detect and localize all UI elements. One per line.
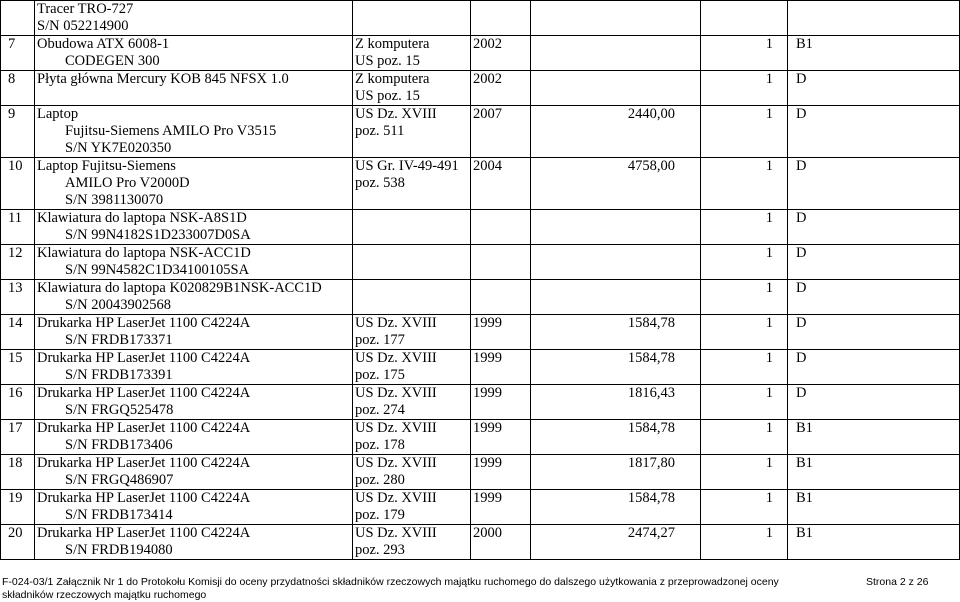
item-category-text: D — [796, 350, 807, 366]
item-year — [471, 350, 531, 385]
table-row — [1, 36, 960, 71]
item-value-text: 2440,00 — [627, 106, 675, 122]
item-category-text: B1 — [796, 525, 813, 541]
row-number-text: 13 — [8, 280, 23, 296]
item-year — [471, 1, 531, 36]
item-location-line: Z komputera — [355, 71, 430, 87]
item-year — [471, 71, 531, 106]
item-year — [471, 490, 531, 525]
item-quantity-text: 1 — [765, 420, 773, 436]
item-year — [471, 280, 531, 315]
item-year — [471, 245, 531, 280]
item-name — [35, 245, 353, 280]
item-name-line: S/N FRDB194080 — [65, 542, 173, 558]
item-name-line: Płyta główna Mercury KOB 845 NFSX 1.0 — [37, 71, 289, 87]
item-value-text: 2474,27 — [627, 525, 675, 541]
item-quantity — [701, 71, 788, 106]
item-quantity-text — [703, 1, 773, 18]
item-name-line: Laptop Fujitsu-Siemens — [37, 158, 176, 174]
item-name-line: Klawiatura do laptopa K020829B1NSK-ACC1D — [37, 280, 322, 296]
item-category — [788, 525, 960, 560]
item-category-text: D — [796, 245, 807, 261]
item-quantity-text: 1 — [765, 350, 773, 366]
item-location-line: US Dz. XVIII — [355, 525, 437, 541]
item-name — [35, 420, 353, 455]
item-name-line: Drukarka HP LaserJet 1100 C4224A — [37, 350, 251, 366]
item-location — [353, 36, 471, 71]
item-value-text: 1584,78 — [627, 420, 675, 436]
item-quantity — [701, 525, 788, 560]
item-name-line: Klawiatura do laptopa NSK-ACC1D — [37, 245, 251, 261]
page-separator: z — [908, 576, 914, 588]
item-location-line — [355, 140, 468, 157]
row-number — [1, 210, 35, 245]
item-name-line: S/N FRDB173371 — [65, 332, 173, 348]
item-location — [353, 525, 471, 560]
item-value — [531, 71, 701, 106]
item-category-text: D — [796, 158, 807, 174]
item-category-text: D — [796, 106, 807, 122]
table-row — [1, 525, 960, 560]
item-category-text — [796, 1, 957, 18]
item-value-text: 4758,00 — [627, 158, 675, 174]
item-year-text: 1999 — [473, 455, 502, 471]
row-number — [1, 525, 35, 560]
item-value — [531, 210, 701, 245]
item-quantity-text: 1 — [765, 280, 773, 296]
item-year — [471, 315, 531, 350]
row-number-text: 12 — [8, 245, 23, 261]
item-year — [471, 420, 531, 455]
page-footer — [0, 574, 960, 602]
item-value-text — [533, 1, 675, 18]
table-row — [1, 245, 960, 280]
item-location-line — [355, 280, 468, 297]
item-category — [788, 158, 960, 210]
item-location-line — [355, 262, 468, 279]
row-number-text: 17 — [8, 420, 23, 436]
item-category-text: B1 — [796, 36, 813, 52]
item-name-line: S/N YK7E020350 — [65, 140, 172, 156]
item-location-line: poz. 274 — [355, 402, 405, 418]
item-value-text: 1584,78 — [627, 490, 675, 506]
item-quantity — [701, 490, 788, 525]
item-value-text — [533, 36, 675, 53]
item-location — [353, 420, 471, 455]
row-number — [1, 158, 35, 210]
row-number-text: 7 — [8, 36, 16, 52]
item-year-text: 1999 — [473, 420, 502, 436]
item-category — [788, 1, 960, 36]
item-location-line: poz. 175 — [355, 367, 405, 383]
item-category-text: D — [796, 315, 807, 331]
item-category — [788, 455, 960, 490]
row-number — [1, 455, 35, 490]
table-row — [1, 315, 960, 350]
page-number — [866, 576, 928, 589]
item-quantity-text: 1 — [765, 385, 773, 401]
item-quantity — [701, 245, 788, 280]
table-row — [1, 350, 960, 385]
row-number-text: 11 — [8, 210, 22, 226]
item-quantity-text: 1 — [765, 36, 773, 52]
item-location-line: US Dz. XVIII — [355, 420, 437, 436]
item-quantity — [701, 350, 788, 385]
item-value-text — [533, 280, 675, 297]
item-quantity — [701, 158, 788, 210]
item-name — [35, 350, 353, 385]
item-location-line: poz. 280 — [355, 472, 405, 488]
item-location — [353, 1, 471, 36]
table-row — [1, 71, 960, 106]
item-value — [531, 420, 701, 455]
row-number — [1, 106, 35, 158]
item-value — [531, 106, 701, 158]
item-year-text: 2002 — [473, 36, 502, 52]
item-value — [531, 525, 701, 560]
row-number — [1, 385, 35, 420]
item-location-line: Z komputera — [355, 36, 430, 52]
item-category-text: D — [796, 385, 807, 401]
item-name-line: S/N 99N4182S1D233007D0SA — [65, 227, 251, 243]
item-quantity — [701, 420, 788, 455]
item-name — [35, 385, 353, 420]
table-row — [1, 1, 960, 36]
item-value — [531, 350, 701, 385]
row-number — [1, 420, 35, 455]
item-location-line — [355, 18, 468, 35]
item-value — [531, 490, 701, 525]
row-number-text: 18 — [8, 455, 23, 471]
item-location — [353, 106, 471, 158]
page-label: Strona — [866, 576, 897, 588]
item-category — [788, 385, 960, 420]
table-row — [1, 210, 960, 245]
item-value — [531, 455, 701, 490]
item-value — [531, 315, 701, 350]
item-year — [471, 385, 531, 420]
item-year-text — [473, 280, 528, 297]
item-name-line: AMILO Pro V2000D — [65, 175, 190, 191]
item-year-text — [473, 210, 528, 227]
item-location — [353, 315, 471, 350]
item-name-line: Drukarka HP LaserJet 1100 C4224A — [37, 525, 251, 541]
item-year — [471, 455, 531, 490]
item-name-line: Drukarka HP LaserJet 1100 C4224A — [37, 315, 251, 331]
item-location-line — [355, 297, 468, 314]
item-name-line: S/N FRGQ486907 — [65, 472, 174, 488]
item-location-line: poz. 511 — [355, 123, 405, 139]
item-value-text — [533, 71, 675, 88]
item-location — [353, 350, 471, 385]
item-location — [353, 280, 471, 315]
item-location-line: US Dz. XVIII — [355, 106, 437, 122]
item-name-line: S/N FRGQ525478 — [65, 402, 174, 418]
item-category — [788, 490, 960, 525]
item-category — [788, 106, 960, 158]
item-name-line: Fujitsu-Siemens AMILO Pro V3515 — [65, 123, 277, 139]
item-year-text: 2004 — [473, 158, 502, 174]
row-number — [1, 1, 35, 36]
item-quantity-text: 1 — [765, 525, 773, 541]
item-value-text — [533, 210, 675, 227]
item-quantity-text: 1 — [765, 71, 773, 87]
item-name-line: S/N 99N4582C1D34100105SA — [65, 262, 250, 278]
item-location-line: US poz. 15 — [355, 88, 420, 104]
item-year-text: 2007 — [473, 106, 502, 122]
item-quantity-text: 1 — [765, 158, 773, 174]
item-value-text: 1584,78 — [627, 315, 675, 331]
table-row — [1, 158, 960, 210]
item-quantity-text: 1 — [765, 210, 773, 226]
item-location-line: poz. 293 — [355, 542, 405, 558]
item-name-line: S/N 052214900 — [37, 18, 129, 34]
item-location-line: poz. 538 — [355, 175, 405, 191]
item-year — [471, 525, 531, 560]
item-quantity-text: 1 — [765, 106, 773, 122]
item-category-text: B1 — [796, 490, 813, 506]
item-quantity — [701, 455, 788, 490]
row-number-text: 20 — [8, 525, 23, 541]
item-location-line: poz. 179 — [355, 507, 405, 523]
item-location — [353, 490, 471, 525]
row-number-text: 8 — [8, 71, 16, 87]
row-number-text: 19 — [8, 490, 23, 506]
item-name-line — [37, 88, 350, 105]
page-total: 26 — [916, 576, 929, 588]
item-category — [788, 350, 960, 385]
row-number — [1, 315, 35, 350]
item-name — [35, 106, 353, 158]
item-location-line: US poz. 15 — [355, 53, 420, 69]
item-location-line — [355, 192, 468, 209]
item-name — [35, 210, 353, 245]
item-year-text — [473, 245, 528, 262]
item-location — [353, 455, 471, 490]
item-year — [471, 210, 531, 245]
item-value — [531, 280, 701, 315]
item-name — [35, 525, 353, 560]
item-category-text: D — [796, 210, 807, 226]
table-row — [1, 106, 960, 158]
item-value — [531, 1, 701, 36]
item-category — [788, 280, 960, 315]
table-row — [1, 420, 960, 455]
item-name — [35, 158, 353, 210]
item-quantity — [701, 210, 788, 245]
item-location-line: US Dz. XVIII — [355, 315, 437, 331]
item-quantity — [701, 106, 788, 158]
row-number — [1, 490, 35, 525]
item-name — [35, 280, 353, 315]
item-location — [353, 245, 471, 280]
item-location-line: US Gr. IV-49-491 — [355, 158, 459, 174]
item-name-line: S/N FRDB173414 — [65, 507, 173, 523]
item-name-line: S/N 20043902568 — [65, 297, 171, 313]
item-location — [353, 158, 471, 210]
item-category — [788, 245, 960, 280]
item-location-line: US Dz. XVIII — [355, 385, 437, 401]
item-name — [35, 1, 353, 36]
row-number-text: 14 — [8, 315, 23, 331]
item-name — [35, 315, 353, 350]
item-name-line: S/N FRDB173391 — [65, 367, 173, 383]
item-year-text: 2002 — [473, 71, 502, 87]
item-value-text: 1584,78 — [627, 350, 675, 366]
item-location-line: US Dz. XVIII — [355, 455, 437, 471]
item-location-line: poz. 177 — [355, 332, 405, 348]
item-location-line: US Dz. XVIII — [355, 490, 437, 506]
item-location-line: poz. 178 — [355, 437, 405, 453]
item-name-line: Laptop — [37, 106, 79, 122]
item-category — [788, 36, 960, 71]
item-quantity-text: 1 — [765, 490, 773, 506]
item-value-text: 1817,80 — [627, 455, 675, 471]
item-year-text: 1999 — [473, 385, 502, 401]
item-location — [353, 210, 471, 245]
item-name-line: Drukarka HP LaserJet 1100 C4224A — [37, 490, 251, 506]
item-name-line: Drukarka HP LaserJet 1100 C4224A — [37, 420, 251, 436]
item-year — [471, 106, 531, 158]
row-number — [1, 71, 35, 106]
item-quantity — [701, 1, 788, 36]
item-year-text: 1999 — [473, 490, 502, 506]
item-name-line: CODEGEN 300 — [65, 53, 160, 69]
item-name-line: Tracer TRO-727 — [37, 1, 134, 17]
row-number — [1, 36, 35, 71]
item-year — [471, 158, 531, 210]
item-quantity-text: 1 — [765, 455, 773, 471]
item-name-line: Drukarka HP LaserJet 1100 C4224A — [37, 455, 251, 471]
item-category-text: B1 — [796, 420, 813, 436]
row-number — [1, 350, 35, 385]
item-category — [788, 71, 960, 106]
item-quantity — [701, 280, 788, 315]
item-category — [788, 210, 960, 245]
item-location — [353, 71, 471, 106]
table-row — [1, 455, 960, 490]
item-category-text: D — [796, 280, 807, 296]
item-location — [353, 385, 471, 420]
item-year — [471, 36, 531, 71]
item-name-line: S/N FRDB173406 — [65, 437, 173, 453]
item-category-text: D — [796, 71, 807, 87]
item-category — [788, 420, 960, 455]
item-quantity — [701, 315, 788, 350]
item-value — [531, 245, 701, 280]
item-location-line — [355, 210, 468, 227]
row-number — [1, 280, 35, 315]
item-category-text: B1 — [796, 455, 813, 471]
row-number-text: 15 — [8, 350, 23, 366]
item-location-line — [355, 1, 468, 18]
item-quantity-text: 1 — [765, 315, 773, 331]
item-value-text — [533, 245, 675, 262]
footer-note: F-024-03/1 Załącznik Nr 1 do Protokołu Komisji do oceny przydatności składników rzeczowych majątku ruchomego do dalszego użytkowania z przeprowadzonej oceny składników rzeczowych majątku ruchomego — [2, 576, 779, 601]
item-quantity-text: 1 — [765, 245, 773, 261]
item-name — [35, 490, 353, 525]
item-value — [531, 158, 701, 210]
item-value-text: 1816,43 — [627, 385, 675, 401]
item-location-line: US Dz. XVIII — [355, 350, 437, 366]
table-row — [1, 490, 960, 525]
row-number-text — [8, 1, 32, 18]
item-name — [35, 455, 353, 490]
row-number-text: 16 — [8, 385, 23, 401]
item-year-text — [473, 1, 528, 18]
item-name — [35, 71, 353, 106]
item-name-line: Obudowa ATX 6008-1 — [37, 36, 170, 52]
item-location-line — [355, 227, 468, 244]
item-year-text: 2000 — [473, 525, 502, 541]
row-number-text: 9 — [8, 106, 16, 122]
row-number-text: 10 — [8, 158, 23, 174]
item-year-text: 1999 — [473, 315, 502, 331]
table-row — [1, 280, 960, 315]
page-current: 2 — [899, 576, 906, 588]
item-name-line: Drukarka HP LaserJet 1100 C4224A — [37, 385, 251, 401]
item-quantity — [701, 36, 788, 71]
item-name-line: S/N 3981130070 — [65, 192, 164, 208]
row-number — [1, 245, 35, 280]
item-name-line: Klawiatura do laptopa NSK-A8S1D — [37, 210, 247, 226]
item-name — [35, 36, 353, 71]
item-value — [531, 385, 701, 420]
item-year-text: 1999 — [473, 350, 502, 366]
table-row — [1, 385, 960, 420]
item-value — [531, 36, 701, 71]
item-category — [788, 315, 960, 350]
item-location-line — [355, 245, 468, 262]
item-quantity — [701, 385, 788, 420]
